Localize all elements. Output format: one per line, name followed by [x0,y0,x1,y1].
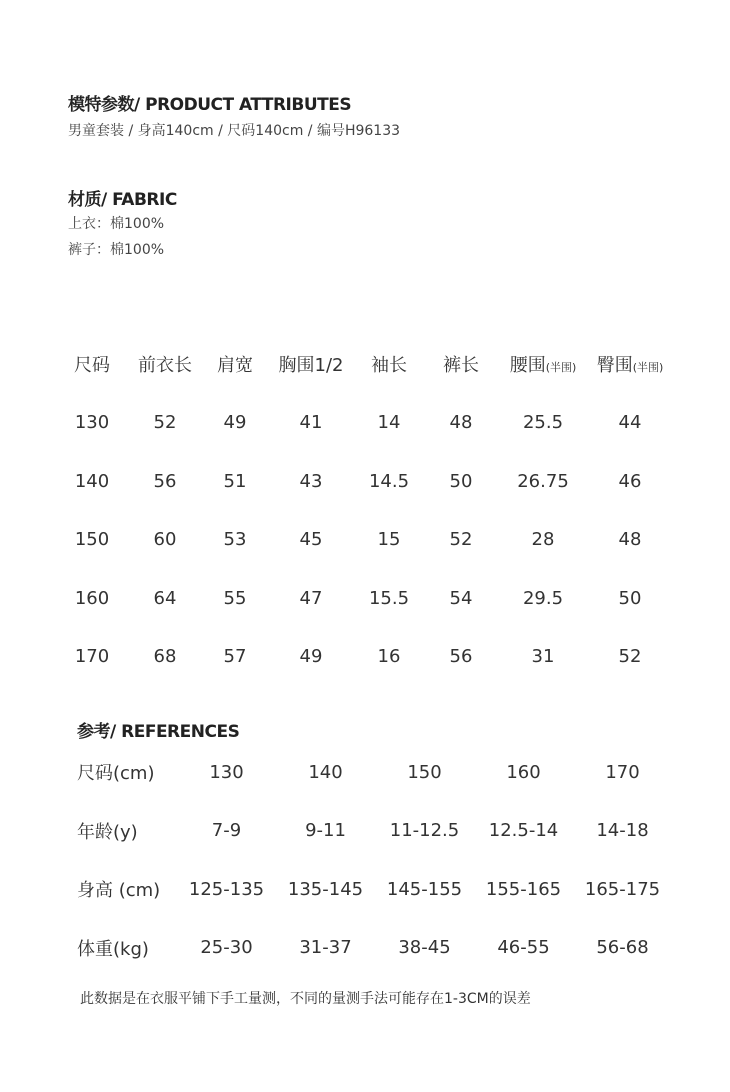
reference-cell: 46-55 [497,937,550,959]
table-row [58,511,678,570]
table-cell: 51 [223,470,247,492]
header-cell: 臀围(半围) [596,355,664,377]
header-cell: 裤长 [443,355,479,377]
table-cell: 53 [223,529,247,551]
header-cell: 肩宽 [217,355,253,377]
table-cell: 14.5 [368,470,410,492]
table-cell: 50 [449,470,473,492]
header-note: (半围) [545,361,577,375]
table-cell: 170 [74,646,110,668]
table-cell: 14 [377,412,401,434]
references-heading: 参考/ REFERENCES [77,722,240,742]
reference-row [77,743,677,802]
size-table-header [58,335,678,394]
table-cell: 25.5 [522,412,564,434]
table-cell: 60 [153,529,177,551]
model-info: 男童套装 / 身高140cm / 尺码140cm / 编号H96133 [68,123,401,139]
table-cell: 52 [153,412,177,434]
table-row [58,569,678,628]
table-cell: 48 [449,412,473,434]
reference-cell: 130 [209,761,244,783]
measurement-note: 此数据是在衣服平铺下手工量测，不同的量测手法可能存在1-3CM的误差 [80,991,531,1007]
reference-cell: 56-68 [596,937,649,959]
table-cell: 50 [618,587,642,609]
table-cell: 56 [153,470,177,492]
reference-label: 尺码(cm) [77,763,155,785]
reference-cell: 11-12.5 [389,820,460,842]
table-cell: 45 [299,529,323,551]
fabric-heading: 材质/ FABRIC [68,190,177,210]
table-cell: 49 [223,412,247,434]
table-cell: 55 [223,587,247,609]
table-row [58,394,678,453]
header-cell: 袖长 [371,355,407,377]
reference-cell: 7-9 [211,820,242,842]
references-table [77,743,677,977]
table-cell: 160 [74,587,110,609]
reference-cell: 9-11 [305,820,346,842]
reference-row [77,802,677,861]
table-cell: 28 [531,529,555,551]
size-table [58,335,678,686]
reference-cell: 31-37 [299,937,352,959]
reference-row [77,860,677,919]
reference-cell: 170 [605,761,640,783]
table-cell: 52 [618,646,642,668]
header-cell: 前衣长 [138,355,192,377]
reference-cell: 14-18 [596,820,649,842]
table-cell: 26.75 [517,470,569,492]
table-cell: 49 [299,646,323,668]
table-cell: 56 [449,646,473,668]
table-cell: 64 [153,587,177,609]
reference-cell: 160 [506,761,541,783]
reference-cell: 12.5-14 [488,820,559,842]
table-cell: 29.5 [522,587,564,609]
reference-row [77,919,677,978]
table-cell: 41 [299,412,323,434]
fabric-top: 上衣：棉100% [68,216,165,232]
model-attributes-heading: 模特参数/ PRODUCT ATTRIBUTES [68,95,352,115]
table-cell: 44 [618,412,642,434]
reference-cell: 135-145 [287,878,364,900]
table-cell: 15.5 [368,587,410,609]
reference-cell: 150 [407,761,442,783]
reference-cell: 125-135 [188,878,265,900]
reference-cell: 38-45 [398,937,451,959]
reference-cell: 155-165 [485,878,562,900]
reference-label: 年龄(y) [77,821,138,843]
table-cell: 43 [299,470,323,492]
header-cell: 尺码 [74,355,110,377]
header-cell: 胸围1/2 [278,355,344,377]
table-cell: 16 [377,646,401,668]
table-cell: 130 [74,412,110,434]
reference-cell: 25-30 [200,937,253,959]
table-cell: 47 [299,587,323,609]
fabric-pants: 裤子：棉100% [68,242,165,258]
table-cell: 46 [618,470,642,492]
header-note: (半围) [632,361,664,375]
reference-cell: 140 [308,761,343,783]
table-cell: 15 [377,529,401,551]
table-cell: 68 [153,646,177,668]
table-cell: 140 [74,470,110,492]
reference-cell: 165-175 [584,878,661,900]
table-cell: 31 [531,646,555,668]
table-cell: 52 [449,529,473,551]
reference-cell: 145-155 [386,878,463,900]
reference-label: 体重(kg) [77,938,149,960]
table-row [58,452,678,511]
table-cell: 48 [618,529,642,551]
table-cell: 150 [74,529,110,551]
table-cell: 57 [223,646,247,668]
table-cell: 54 [449,587,473,609]
reference-label: 身高 (cm) [77,880,161,902]
table-row [58,628,678,687]
header-cell: 腰围(半围) [509,355,577,377]
